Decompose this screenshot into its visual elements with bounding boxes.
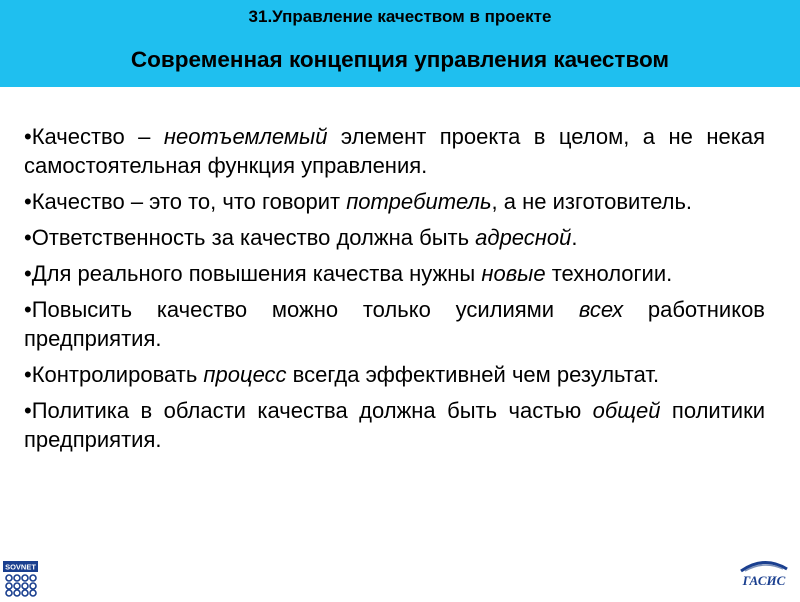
bullet-text: . (571, 225, 578, 250)
bullet-text: работников предприятия. (24, 297, 765, 351)
bullet-emphasis: потребитель (346, 189, 492, 214)
sovnet-logo-text: SOVNET (5, 562, 36, 572)
bullet-item (24, 122, 765, 180)
bullet-emphasis: процесс (203, 362, 287, 387)
bullet-text: •Политика в области качества должна быть частью (24, 398, 593, 423)
bullet-text: •Контролировать (24, 362, 204, 387)
gasis-logo-icon (735, 557, 793, 595)
sovnet-logo-icon (3, 561, 38, 597)
bullet-text: технологии. (545, 261, 673, 286)
bullet-text: , а не изготовитель. (491, 189, 693, 214)
bullet-text: •Для реального повышения качества нужны (24, 261, 482, 286)
bullet-emphasis: общей (592, 398, 661, 423)
bullet-emphasis: новые (481, 261, 546, 286)
bullet-item (24, 259, 765, 288)
bullet-item (24, 187, 765, 216)
slide-title: Современная концепция управления качеством (130, 47, 670, 72)
bullet-item (24, 396, 765, 454)
bullet-item (24, 360, 765, 389)
bullet-text: всегда эффективней чем результат. (286, 362, 660, 387)
bullet-text: элемент проекта в целом, а не некая самостоятельная функция управления. (24, 124, 765, 178)
bullet-item (24, 295, 765, 353)
bullet-text: политики предприятия. (24, 398, 765, 452)
bullet-emphasis: адресной (475, 225, 572, 250)
bullet-emphasis: всех (578, 297, 624, 322)
slide-subtitle: 31.Управление качеством в проекте (248, 7, 552, 26)
bullet-emphasis: неотъемлемый (163, 124, 328, 149)
bullet-text: •Качество – (24, 124, 164, 149)
slide-header (0, 0, 800, 87)
gasis-logo-text: ГАСИС (742, 573, 786, 588)
bullet-text: •Повысить качество можно только усилиями (24, 297, 579, 322)
bullet-text: •Качество – это то, что говорит (24, 189, 347, 214)
bullet-item (24, 223, 765, 252)
bullet-text: •Ответственность за качество должна быть (24, 225, 476, 250)
bullet-list (24, 122, 765, 461)
